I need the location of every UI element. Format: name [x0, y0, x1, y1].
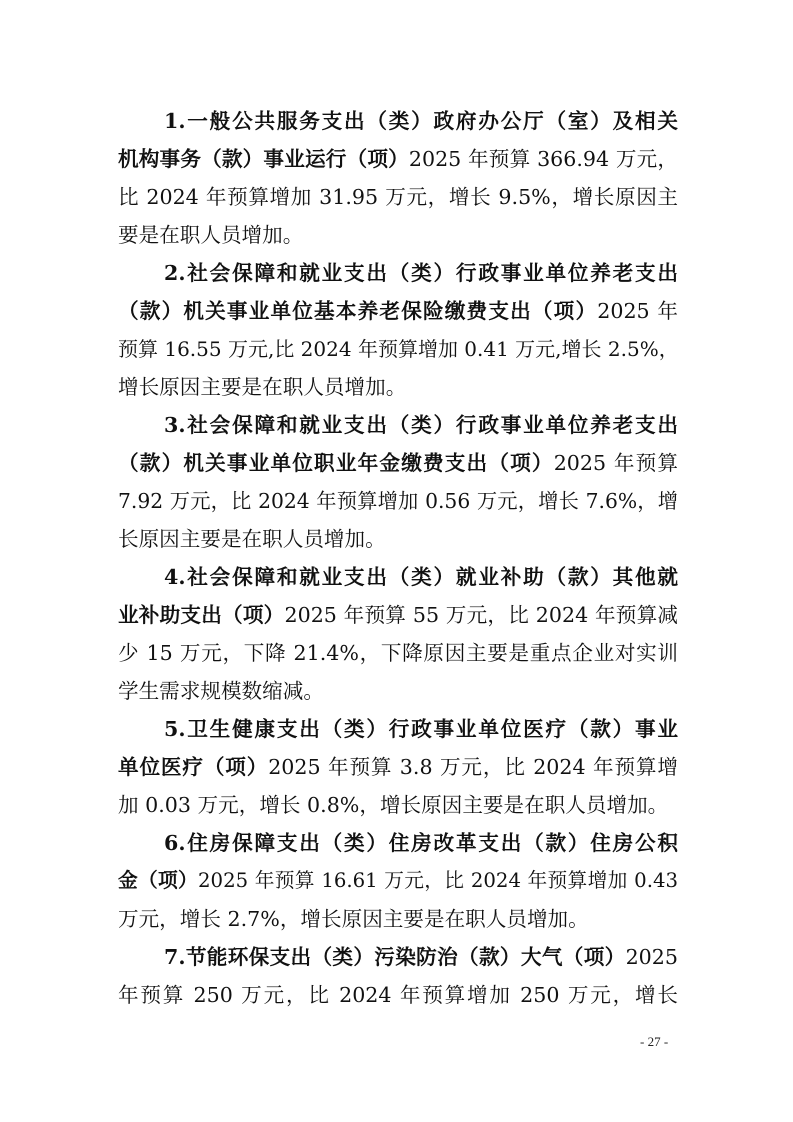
paragraph-1-line-1: 1.一般公共服务支出（类）政府办公厅（室）及相关: [164, 109, 678, 133]
paragraph-4-line-1: 4.社会保障和就业支出（类）就业补助（款）其他就: [164, 565, 678, 589]
paragraph-2-line-1: 2.社会保障和就业支出（类）行政事业单位养老支出: [164, 261, 678, 285]
paragraph-6-line-3: 万元，增长 2.7%，增长原因主要是在职人员增加。: [118, 907, 589, 931]
paragraph-5-line-2: 单位医疗（项）2025 年预算 3.8 万元，比 2024 年预算增: [118, 755, 678, 779]
paragraph-2-line-3: 预算 16.55 万元,比 2024 年预算增加 0.41 万元,增长 2.5%，: [118, 337, 679, 361]
paragraph-2-line-2: （款）机关事业单位基本养老保险缴费支出（项）2025 年: [118, 299, 678, 323]
paragraph-3-line-2: （款）机关事业单位职业年金缴费支出（项）2025 年预算: [118, 451, 678, 475]
paragraph-4-line-4: 学生需求规模数缩减。: [118, 679, 324, 703]
paragraph-3-line-4: 长原因主要是在职人员增加。: [118, 527, 386, 551]
paragraph-7-line-2: 年预算 250 万元，比 2024 年预算增加 250 万元，增长: [118, 983, 678, 1007]
paragraph-3-line-3: 7.92 万元，比 2024 年预算增加 0.56 万元，增长 7.6%，增: [118, 489, 678, 513]
paragraph-2-line-4: 增长原因主要是在职人员增加。: [118, 375, 407, 399]
paragraph-1-line-3: 比 2024 年预算增加 31.95 万元，增长 9.5%，增长原因主: [118, 185, 678, 209]
paragraph-4-line-2: 业补助支出（项）2025 年预算 55 万元，比 2024 年预算减: [118, 603, 678, 627]
paragraph-6-line-2: 金（项）2025 年预算 16.61 万元，比 2024 年预算增加 0.43: [118, 869, 678, 892]
paragraph-5-line-1: 5.卫生健康支出（类）行政事业单位医疗（款）事业: [164, 717, 678, 741]
paragraph-5-line-3: 加 0.03 万元，增长 0.8%，增长原因主要是在职人员增加。: [118, 793, 669, 817]
paragraph-1-line-4: 要是在职人员增加。: [118, 223, 304, 247]
paragraph-4-line-3: 少 15 万元，下降 21.4%，下降原因主要是重点企业对实训: [118, 641, 678, 665]
paragraph-3-line-1: 3.社会保障和就业支出（类）行政事业单位养老支出: [164, 413, 678, 437]
page-number: - 27 -: [640, 1034, 669, 1049]
paragraph-6-line-1: 6.住房保障支出（类）住房改革支出（款）住房公积: [164, 831, 678, 855]
paragraph-7-line-1: 7.节能环保支出（类）污染防治（款）大气（项）2025: [164, 945, 678, 969]
paragraph-1-line-2: 机构事务（款）事业运行（项）2025 年预算 366.94 万元，: [118, 147, 679, 171]
